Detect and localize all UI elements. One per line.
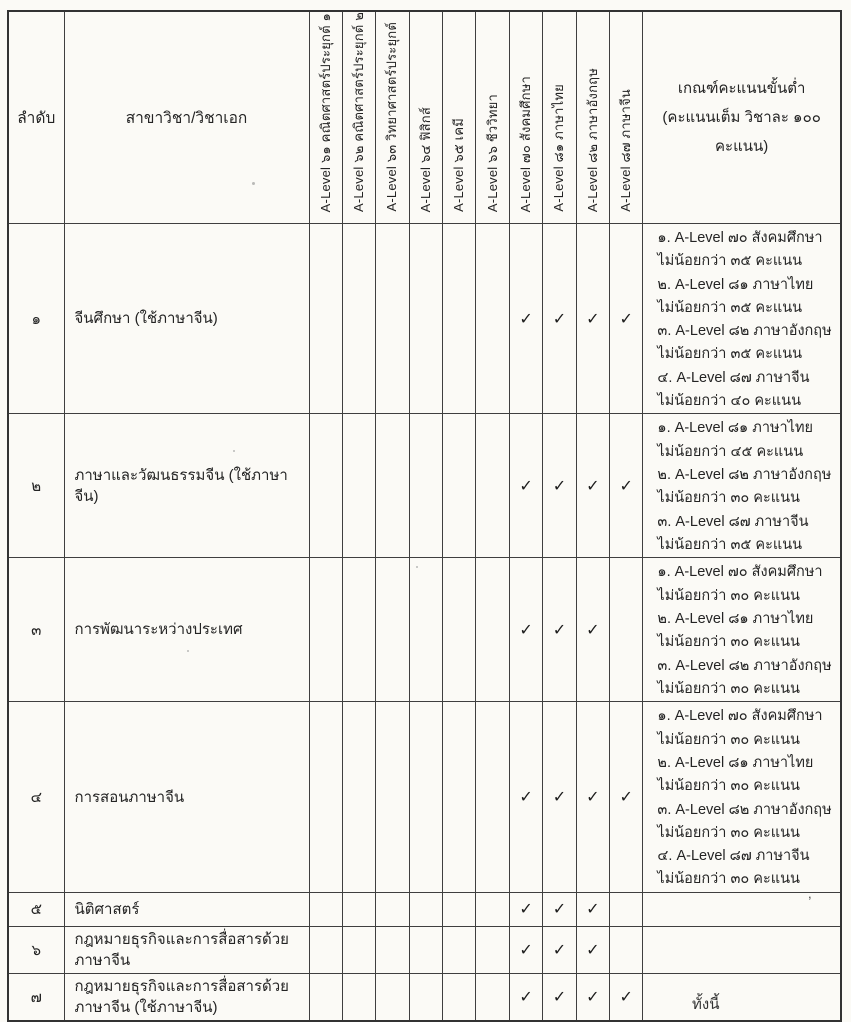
criteria-line: ๑. A-Level ๗๐ สังคมศึกษา [657, 708, 823, 725]
rotated-header-label: A-Level ๖๔ ฟิสิกส์ [417, 106, 433, 212]
check-icon: ✓ [619, 477, 633, 495]
criteria-line: ๒. A-Level ๘๑ ภาษาไทย [657, 276, 814, 293]
column-header-alevel-64 [409, 11, 442, 223]
check-icon: ✓ [519, 621, 533, 639]
empty-check-cell [376, 702, 409, 892]
check-icon: ✓ [586, 941, 600, 959]
column-header-major: สาขาวิชา/วิชาเอก [64, 11, 309, 223]
criteria-line: ไม่น้อยกว่า ๓๐ คะแนน [657, 731, 800, 748]
empty-check-cell [376, 892, 409, 926]
empty-check-cell [610, 926, 643, 973]
criteria-line: ไม่น้อยกว่า ๓๐ คะแนน [657, 587, 800, 604]
checkmark-cell [576, 223, 609, 413]
empty-check-cell [309, 926, 342, 973]
checkmark-cell [543, 892, 576, 926]
empty-check-cell [309, 558, 342, 702]
empty-check-cell [409, 892, 442, 926]
check-icon: ✓ [552, 477, 567, 495]
criteria-line: ไม่น้อยกว่า ๓๐ คะแนน [657, 871, 800, 888]
empty-check-cell [476, 558, 509, 702]
major-name: กฎหมายธุรกิจและการสื่อสารด้วยภาษาจีน (ใช้ภาษาจีน) [64, 973, 309, 1021]
empty-check-cell [309, 414, 342, 558]
empty-check-cell [342, 973, 375, 1021]
column-header-alevel-81 [543, 11, 576, 223]
criteria-header-line1: เกณฑ์คะแนนขั้นต่ำ [677, 79, 806, 97]
major-name: จีนศึกษา (ใช้ภาษาจีน) [64, 223, 309, 413]
empty-check-cell [309, 892, 342, 926]
empty-check-cell [342, 926, 375, 973]
criteria-cell [643, 558, 841, 702]
major-name: นิติศาสตร์ [64, 892, 309, 926]
check-icon: ✓ [552, 988, 567, 1006]
checkmark-cell [610, 973, 643, 1021]
empty-check-cell [476, 926, 509, 973]
column-header-alevel-66 [476, 11, 509, 223]
check-icon: ✓ [552, 310, 567, 328]
column-header-alevel-63 [376, 11, 409, 223]
rotated-header-label: A-Level ๖๒ คณิตศาสตร์ประยุกต์ ๒ [350, 12, 366, 212]
criteria-line: ๔. A-Level ๘๗ ภาษาจีน [657, 369, 810, 386]
major-name: การสอนภาษาจีน [64, 702, 309, 892]
rotated-header-label: A-Level ๗๐ สังคมศึกษา [517, 75, 533, 212]
empty-check-cell [409, 223, 442, 413]
check-icon: ✓ [586, 901, 600, 919]
empty-check-cell [409, 702, 442, 892]
table-row [8, 702, 841, 892]
empty-check-cell [476, 702, 509, 892]
check-icon: ✓ [552, 621, 567, 639]
check-icon: ✓ [519, 789, 533, 807]
row-number: ๕ [8, 892, 64, 926]
criteria-line: ๓. A-Level ๘๒ ภาษาอังกฤษ [657, 801, 832, 818]
check-icon: ✓ [552, 901, 567, 919]
admission-requirements-table [7, 10, 842, 1022]
criteria-line: ไม่น้อยกว่า ๔๕ คะแนน [657, 443, 804, 460]
header-row [8, 11, 841, 223]
empty-check-cell [443, 973, 476, 1021]
checkmark-cell [576, 926, 609, 973]
checkmark-cell [543, 926, 576, 973]
criteria-line: ไม่น้อยกว่า ๓๕ คะแนน [657, 346, 803, 363]
criteria-line: ไม่น้อยกว่า ๓๕ คะแนน [657, 299, 803, 316]
criteria-line: ๑. A-Level ๘๑ ภาษาไทย [657, 420, 814, 437]
criteria-line: ๒. A-Level ๘๑ ภาษาไทย [657, 610, 814, 627]
rotated-header-label: A-Level ๖๑ คณิตศาสตร์ประยุกต์ ๑ [317, 12, 333, 212]
empty-check-cell [342, 223, 375, 413]
criteria-line: ๑. A-Level ๗๐ สังคมศึกษา [657, 229, 823, 246]
checkmark-cell [509, 223, 542, 413]
table-row [8, 892, 841, 926]
criteria-line: ๓. A-Level ๘๒ ภาษาอังกฤษ [657, 323, 832, 340]
scan-speck [416, 566, 418, 568]
row-number: ๖ [8, 926, 64, 973]
page-bottom-text-fragment: ทั้งนี้ [692, 996, 720, 1013]
rotated-header-label: A-Level ๘๒ ภาษาอังกฤษ [584, 67, 600, 212]
check-icon: ✓ [519, 310, 533, 328]
empty-check-cell [443, 223, 476, 413]
checkmark-cell [543, 223, 576, 413]
row-number: ๔ [8, 702, 64, 892]
check-icon: ✓ [519, 988, 533, 1006]
checkmark-cell [543, 558, 576, 702]
row-number: ๗ [8, 973, 64, 1021]
criteria-cell [643, 926, 841, 973]
checkmark-cell [509, 558, 542, 702]
empty-check-cell [309, 702, 342, 892]
empty-check-cell [476, 892, 509, 926]
empty-check-cell [309, 223, 342, 413]
column-header-alevel-70 [509, 11, 542, 223]
checkmark-cell [576, 702, 609, 892]
criteria-line: ๑. A-Level ๗๐ สังคมศึกษา [657, 564, 823, 581]
empty-check-cell [476, 973, 509, 1021]
criteria-line: ไม่น้อยกว่า ๓๐ คะแนน [657, 680, 800, 697]
empty-check-cell [376, 926, 409, 973]
checkmark-cell [543, 414, 576, 558]
table-row [8, 223, 841, 413]
empty-check-cell [409, 926, 442, 973]
empty-check-cell [409, 558, 442, 702]
criteria-line: ไม่น้อยกว่า ๓๕ คะแนน [657, 253, 803, 270]
criteria-line: ๒. A-Level ๘๑ ภาษาไทย [657, 754, 814, 771]
check-icon: ✓ [619, 310, 633, 328]
check-icon: ✓ [619, 988, 633, 1006]
check-icon: ✓ [586, 988, 600, 1006]
criteria-cell [643, 414, 841, 558]
empty-check-cell [342, 702, 375, 892]
criteria-line: ๓. A-Level ๘๗ ภาษาจีน [657, 513, 809, 530]
check-icon: ✓ [619, 789, 633, 807]
checkmark-cell [543, 702, 576, 892]
checkmark-cell [543, 973, 576, 1021]
empty-check-cell [610, 558, 643, 702]
major-name: การพัฒนาระหว่างประเทศ [64, 558, 309, 702]
column-header-order: ลำดับ [8, 11, 64, 223]
major-name: กฎหมายธุรกิจและการสื่อสารด้วยภาษาจีน [64, 926, 309, 973]
check-icon: ✓ [519, 941, 533, 959]
empty-check-cell [443, 702, 476, 892]
checkmark-cell [576, 892, 609, 926]
checkmark-cell [610, 414, 643, 558]
empty-check-cell [476, 223, 509, 413]
criteria-line: ๒. A-Level ๘๒ ภาษาอังกฤษ [657, 466, 832, 483]
major-name: ภาษาและวัฒนธรรมจีน (ใช้ภาษาจีน) [64, 414, 309, 558]
column-header-minimum-criteria [643, 11, 841, 223]
check-icon: ✓ [586, 789, 600, 807]
check-icon: ✓ [519, 477, 533, 495]
scan-speck [233, 450, 235, 452]
check-icon: ✓ [586, 621, 600, 639]
empty-check-cell [443, 926, 476, 973]
empty-check-cell [376, 973, 409, 1021]
checkmark-cell [610, 702, 643, 892]
column-header-alevel-61 [309, 11, 342, 223]
table-row [8, 414, 841, 558]
row-number: ๑ [8, 223, 64, 413]
empty-check-cell [309, 973, 342, 1021]
criteria-line: ๔. A-Level ๘๗ ภาษาจีน [657, 848, 810, 865]
empty-check-cell [443, 558, 476, 702]
criteria-line: ไม่น้อยกว่า ๓๐ คะแนน [657, 634, 800, 651]
empty-check-cell [610, 892, 643, 926]
column-header-alevel-87 [610, 11, 643, 223]
check-icon: ✓ [552, 789, 567, 807]
table-row [8, 558, 841, 702]
criteria-line: ไม่น้อยกว่า ๓๐ คะแนน [657, 490, 800, 507]
empty-check-cell [443, 892, 476, 926]
empty-check-cell [342, 892, 375, 926]
rotated-header-label: A-Level ๘๑ ภาษาไทย [551, 84, 567, 212]
empty-check-cell [476, 414, 509, 558]
rotated-header-label: A-Level ๖๕ เคมี [451, 118, 467, 212]
check-icon: ✓ [519, 901, 533, 919]
criteria-line: ไม่น้อยกว่า ๔๐ คะแนน [657, 393, 801, 410]
rotated-header-label: A-Level ๘๗ ภาษาจีน [618, 89, 634, 212]
row-number: ๒ [8, 414, 64, 558]
empty-check-cell [409, 414, 442, 558]
scan-speck [252, 182, 255, 185]
empty-check-cell [342, 414, 375, 558]
checkmark-cell [509, 414, 542, 558]
rotated-header-label: A-Level ๖๓ วิทยาศาสตร์ประยุกต์ [384, 22, 400, 212]
column-header-alevel-82 [576, 11, 609, 223]
column-header-alevel-62 [342, 11, 375, 223]
scan-speck [187, 650, 189, 652]
empty-check-cell [376, 414, 409, 558]
checkmark-cell [576, 558, 609, 702]
checkmark-cell [576, 973, 609, 1021]
table-row [8, 926, 841, 973]
checkmark-cell [509, 892, 542, 926]
check-icon: ✓ [586, 477, 600, 495]
rotated-header-label: A-Level ๖๖ ชีววิทยา [484, 93, 500, 212]
criteria-cell [643, 223, 841, 413]
stray-comma-mark: , [808, 886, 812, 901]
empty-check-cell [342, 558, 375, 702]
column-header-alevel-65 [443, 11, 476, 223]
empty-check-cell [409, 973, 442, 1021]
checkmark-cell [509, 973, 542, 1021]
empty-check-cell [376, 223, 409, 413]
checkmark-cell [509, 926, 542, 973]
criteria-line: ไม่น้อยกว่า ๓๐ คะแนน [657, 824, 800, 841]
empty-check-cell [443, 414, 476, 558]
checkmark-cell [610, 223, 643, 413]
empty-check-cell [376, 558, 409, 702]
table-body [8, 223, 841, 1020]
row-number: ๓ [8, 558, 64, 702]
checkmark-cell [509, 702, 542, 892]
criteria-line: ไม่น้อยกว่า ๓๕ คะแนน [657, 536, 803, 553]
criteria-line: ๓. A-Level ๘๒ ภาษาอังกฤษ [657, 657, 832, 674]
check-icon: ✓ [552, 941, 567, 959]
check-icon: ✓ [586, 310, 600, 328]
criteria-line: ไม่น้อยกว่า ๓๐ คะแนน [657, 778, 800, 795]
criteria-header-line2: (คะแนนเต็ม วิชาละ ๑๐๐ คะแนน) [662, 108, 821, 155]
criteria-cell [643, 702, 841, 892]
checkmark-cell [576, 414, 609, 558]
